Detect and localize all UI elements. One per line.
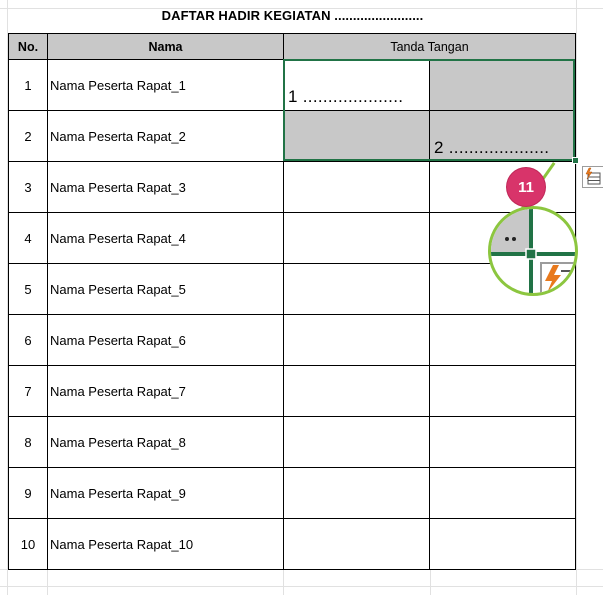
quick-analysis-button[interactable] [582, 166, 603, 188]
cell-no[interactable]: 5 [9, 264, 48, 315]
cell-name[interactable]: Nama Peserta Rapat_3 [48, 162, 284, 213]
zoom-detail-icon [491, 209, 575, 293]
header-row [9, 34, 576, 60]
cell-name[interactable]: Nama Peserta Rapat_4 [48, 213, 284, 264]
cell-signature-right[interactable] [430, 468, 576, 519]
table-row [9, 60, 576, 111]
table-row [9, 417, 576, 468]
table-row [9, 468, 576, 519]
cell-signature-right[interactable] [430, 162, 576, 213]
signature-line: 2 .................... [434, 138, 550, 157]
grid-line [430, 569, 431, 595]
cell-signature-left[interactable] [284, 519, 430, 570]
cell-signature-right[interactable] [430, 111, 576, 162]
fill-handle-icon[interactable] [572, 157, 579, 164]
cell-name[interactable]: Nama Peserta Rapat_2 [48, 111, 284, 162]
cell-name[interactable]: Nama Peserta Rapat_7 [48, 366, 284, 417]
header-no[interactable]: No. [9, 34, 48, 60]
table-row [9, 264, 576, 315]
quick-analysis-icon [583, 167, 603, 187]
header-nama[interactable]: Nama [48, 34, 284, 60]
sheet-title[interactable]: DAFTAR HADIR KEGIATAN ........................ [161, 8, 424, 23]
table-row [9, 162, 576, 213]
cell-signature-left[interactable] [284, 468, 430, 519]
cell-signature-left[interactable] [284, 417, 430, 468]
cell-name[interactable]: Nama Peserta Rapat_9 [48, 468, 284, 519]
cell-name[interactable]: Nama Peserta Rapat_6 [48, 315, 284, 366]
cell-name[interactable]: Nama Peserta Rapat_10 [48, 519, 284, 570]
magnifier-zoom [488, 206, 578, 296]
cell-signature-left[interactable] [284, 60, 430, 111]
cell-no[interactable]: 3 [9, 162, 48, 213]
cell-signature-right[interactable] [430, 60, 576, 111]
grid-line [47, 569, 48, 595]
cell-name[interactable]: Nama Peserta Rapat_8 [48, 417, 284, 468]
grid-line [283, 569, 284, 595]
table-row [9, 111, 576, 162]
cell-no[interactable]: 2 [9, 111, 48, 162]
step-badge: 11 [507, 168, 545, 206]
cell-signature-left[interactable] [284, 111, 430, 162]
cell-no[interactable]: 1 [9, 60, 48, 111]
cell-signature-left[interactable] [284, 162, 430, 213]
cell-name[interactable]: Nama Peserta Rapat_1 [48, 60, 284, 111]
header-tanda-tangan[interactable]: Tanda Tangan [284, 34, 576, 60]
cell-signature-left[interactable] [284, 264, 430, 315]
grid-line [0, 586, 603, 587]
cell-signature-left[interactable] [284, 366, 430, 417]
table-row [9, 519, 576, 570]
table-row [9, 315, 576, 366]
cell-signature-left[interactable] [284, 315, 430, 366]
cell-no[interactable]: 7 [9, 366, 48, 417]
cell-no[interactable]: 6 [9, 315, 48, 366]
cell-signature-right[interactable] [430, 315, 576, 366]
cell-no[interactable]: 10 [9, 519, 48, 570]
grid-line [576, 0, 577, 595]
attendance-table [8, 33, 576, 570]
cell-signature-right[interactable] [430, 519, 576, 570]
cell-signature-right[interactable] [430, 366, 576, 417]
cell-name[interactable]: Nama Peserta Rapat_5 [48, 264, 284, 315]
table-row [9, 366, 576, 417]
cell-signature-left[interactable] [284, 213, 430, 264]
cell-no[interactable]: 8 [9, 417, 48, 468]
cell-no[interactable]: 9 [9, 468, 48, 519]
signature-line: 1 .................... [288, 87, 404, 106]
cell-no[interactable]: 4 [9, 213, 48, 264]
cell-signature-right[interactable] [430, 417, 576, 468]
